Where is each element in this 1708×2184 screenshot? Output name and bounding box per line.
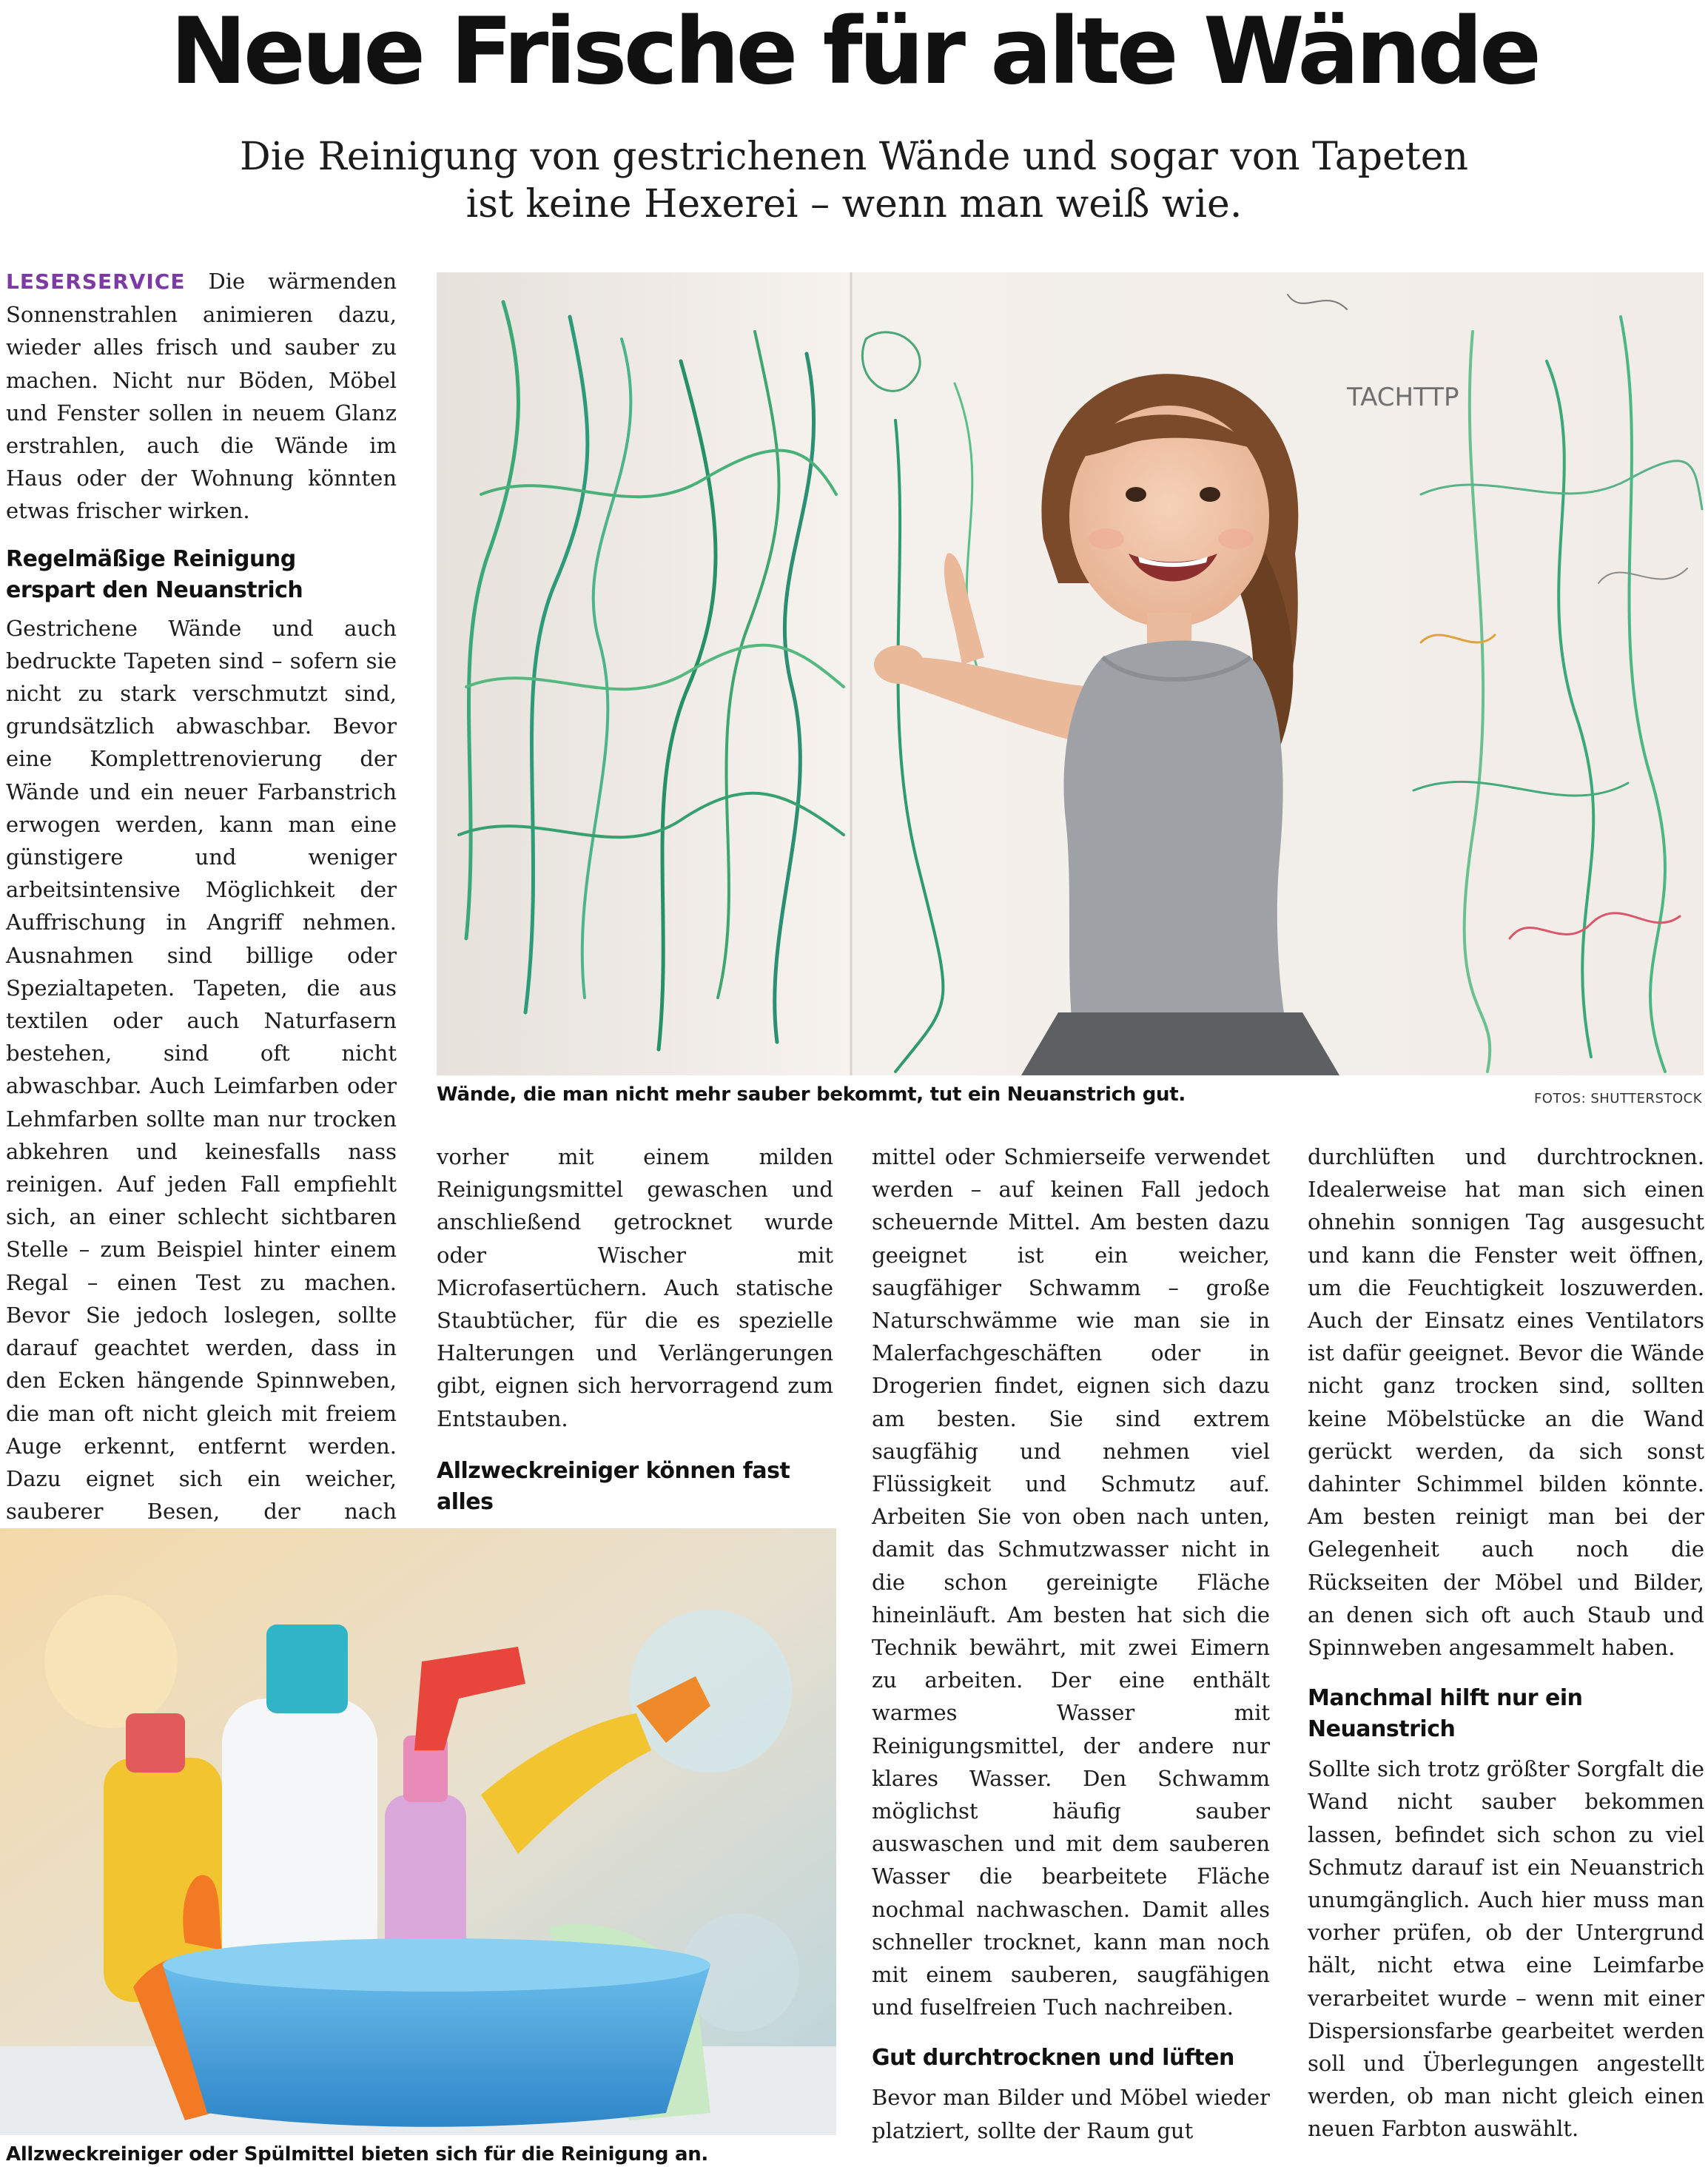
column-1: [6, 265, 397, 1561]
cleaning-supplies-illustration: [0, 1528, 836, 2135]
column-4: [1308, 1140, 1704, 2146]
column-3: [872, 1140, 1270, 2147]
subheading-repaint: Manchmal hilft nur ein Neuanstrich: [1308, 1685, 1583, 1743]
headline: Neue Frische für alte Wände: [169, 0, 1539, 105]
subheading-line-2: erspart den Neuanstrich: [6, 577, 303, 603]
cleaning-photo-caption: Allzweckreiniger oder Spülmittel bieten sich für die Reinigung an.: [6, 2143, 709, 2165]
subheading-line-1: Regelmäßige Reinigung: [6, 545, 296, 572]
photo-credit: FOTOS: SHUTTERSTOCK: [1533, 1091, 1702, 1106]
cleaning-supplies-photo: [0, 1528, 836, 2135]
subheading-drying: Gut durchtrocknen und lüften: [872, 2045, 1234, 2072]
subheading-regular-cleaning: [6, 544, 397, 606]
intro-paragraph: [6, 265, 397, 528]
body-paragraph: Bevor man Bilder und Möbel wieder platziert, sollte der Raum gut: [872, 2085, 1270, 2143]
column-2: [437, 1140, 833, 1590]
child-wall-illustration: [437, 272, 1704, 1075]
subheadline: [0, 133, 1708, 228]
intro-text: Die wärmenden Sonnenstrahlen animieren dazu, wieder alles frisch und sauber zu machen. Nicht nur Böden, Möbel und Fenster sollen in neuem Glanz erstrahlen, auch die Wände im Haus oder der Wohnung könnten etwas frischer wirken.: [6, 269, 397, 524]
body-paragraph: durchlüften und durchtrocknen. Idealerweise hat man sich einen ohnehin sonnigen Tag ausgesucht und kann die Fenster weit öffnen, um die Feuchtigkeit loszuwerden. Auch der Einsatz eines Ventilators ist dafür geeignet. Bevor die Wände nicht ganz trocken sind, sollten keine Möbelstücke an die Wand gerückt werden, da sich sonst dahinter Schimmel bilden könnte. Am besten reinigt man bei der Gelegenheit auch noch die Rückseiten der Möbel und Bilder, an denen sich oft auch Staub und Spinnweben angesammelt haben.: [1308, 1144, 1704, 1661]
subheading-all-purpose-cleaner: Allzweckreiniger können fast alles: [437, 1457, 790, 1515]
main-photo-caption: Wände, die man nicht mehr sauber bekommt, tut ein Neuanstrich gut.: [437, 1083, 1186, 1106]
subheadline-line-2: ist keine Hexerei – wenn man weiß wie.: [465, 182, 1243, 226]
subheadline-line-1: Die Reinigung von gestrichenen Wände und sogar von Tapeten: [240, 135, 1468, 179]
kicker: LESERSERVICE: [6, 269, 186, 294]
wall-scribble-text: TACHTTP: [1347, 383, 1459, 412]
main-photo: [437, 272, 1704, 1075]
body-paragraph: Sollte sich trotz größter Sorgfalt die Wand nicht sauber bekommen lassen, befindet sich schon zu viel Schmutz darauf ist ein Neuanstrich unumgänglich. Auch hier muss man vorher prüfen, ob der Untergrund hält, nicht etwa eine Leimfarbe verarbeitet wurde – wenn mit einer Dispersionsfarbe gearbeitet werden soll und Überlegungen angestellt werden, ob man nicht gleich einen neuen Farbton auswählt.: [1308, 1756, 1704, 2142]
body-paragraph: mittel oder Schmierseife verwendet werden – auf keinen Fall jedoch scheuernde Mittel. Am besten dazu geeignet ist ein weicher, saugfähiger Schwamm – große Naturschwämme wie man sie in Malerfachgeschäften oder in Drogerien findet, eignen sich dazu am besten. Sie sind extrem saugfähig und nehmen viel Flüssigkeit und Schmutz auf. Arbeiten Sie von oben nach unten, damit das Schmutzwasser nicht in die schon gereinigte Fläche hineinläuft. Am besten hat sich die Technik bewährt, mit zwei Eimern zu arbeiten. Der eine enthält warmes Wasser mit Reinigungsmittel, der andere nur klares Wasser. Den Schwamm möglichst häufig sauber auswaschen und mit dem sauberen Wasser die bearbeitete Fläche nochmal nachwaschen. Damit alles schneller trocknet, kann man noch mit einem sauberen, saugfähigen und fuselfreien Tuch nachreiben.: [872, 1144, 1270, 2020]
body-paragraph: Gestrichene Wände und auch bedruckte Tapeten sind – sofern sie nicht zu stark verschmutzt sind, grundsätzlich abwaschbar. Bevor eine Komplettrenovierung der Wände und ein neuer Farbanstrich erwogen werden, kann man eine günstigere und weniger arbeitsintensive Möglichkeit der Auffrischung in Angriff nehmen. Ausnahmen sind billige oder Spezialtapeten. Tapeten, die aus textilen oder auch Naturfasern bestehen, sind oft nicht abwaschbar. Auch Leimfarben oder Lehmfarben sollte man nur trocken abkehren und keinesfalls nass reinigen. Auf jeden Fall empfiehlt sich, an einer schlecht sichtbaren Stelle – zum Beispiel hinter einem Regal – einen Test zu machen. Bevor Sie jedoch loslegen, sollte darauf geachtet werden, dass in den Ecken hängende Spinnweben, die man oft nicht gleich mit freiem Auge erkennt, entfernt werden. Dazu eignet sich ein weicher, sauberer Besen, der nach: [6, 615, 397, 1525]
body-paragraph: vorher mit einem milden Reinigungsmittel gewaschen und anschließend getrocknet wurde oder Wischer mit Microfasertüchern. Auch statische Staubtücher, für die es spezielle Halterungen und Verlängerungen gibt, eignen sich hervorragend zum Entstauben.: [437, 1144, 833, 1431]
